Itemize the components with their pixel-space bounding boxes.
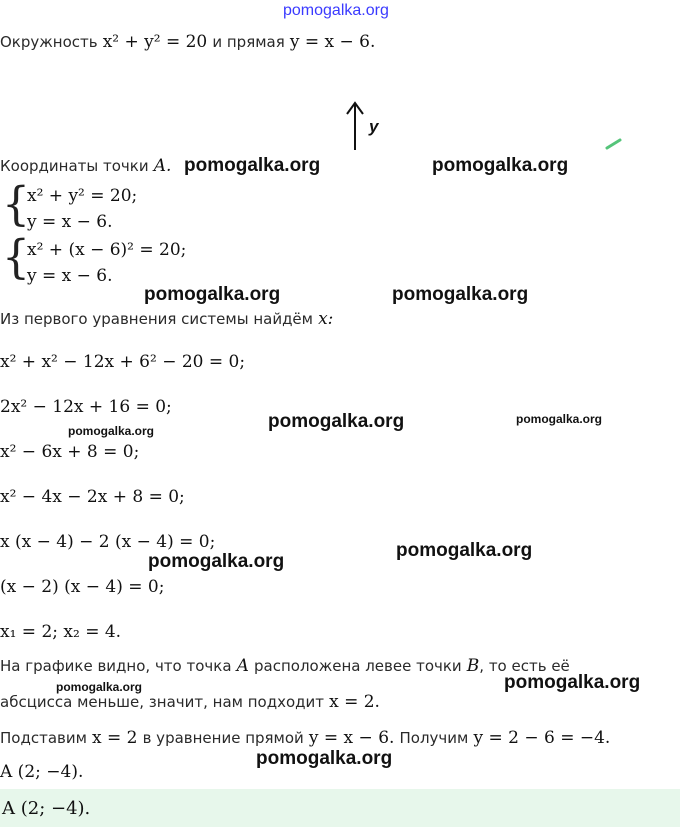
point-b: B <box>466 656 480 676</box>
substitute-text-c: Получим <box>399 729 469 747</box>
system-brace-2: { <box>2 230 30 285</box>
substitute-text-b: в уравнение прямой <box>142 729 304 747</box>
solve-intro-var: x: <box>318 309 334 329</box>
step-a-heading <box>0 156 171 176</box>
problem-statement <box>0 32 375 52</box>
watermark: pomogalka.org <box>184 155 321 176</box>
conclusion-line-2 <box>0 692 380 712</box>
system-brace-1: { <box>2 177 30 232</box>
watermark: pomogalka.org <box>516 412 603 426</box>
step-a-prefix: Координаты точки <box>0 157 149 175</box>
conclusion-text-b: расположена левее точки <box>254 657 462 675</box>
line-equation: y = x − 6. <box>289 32 376 52</box>
watermark: pomogalka.org <box>256 748 393 769</box>
watermark: pomogalka.org <box>144 284 281 305</box>
chosen-x: x = 2. <box>329 692 380 712</box>
system2-eq1: x² + (x − 6)² = 20; <box>27 240 187 260</box>
equation-line: 2x² − 12x + 16 = 0; <box>0 397 172 417</box>
equation-line: x₁ = 2; x₂ = 4. <box>0 622 122 642</box>
watermark-top: pomogalka.org <box>283 2 389 19</box>
watermark: pomogalka.org <box>432 155 569 176</box>
answer-box <box>0 789 680 827</box>
substitute-line-eq: y = x − 6. <box>308 728 395 748</box>
equation-line: x (x − 4) − 2 (x − 4) = 0; <box>0 532 216 552</box>
watermark: pomogalka.org <box>504 672 641 693</box>
solve-intro-text: Из первого уравнения системы найдём <box>0 310 313 328</box>
y-axis-label: y <box>369 117 379 136</box>
step-a-point: A. <box>153 156 172 176</box>
system2-eq2: y = x − 6. <box>27 266 113 286</box>
point-a: A <box>236 656 249 676</box>
watermark: pomogalka.org <box>68 424 155 438</box>
substitute-result: y = 2 − 6 = −4. <box>473 728 611 748</box>
system1-eq1: x² + y² = 20; <box>27 186 138 206</box>
system1-eq2: y = x − 6. <box>27 212 113 232</box>
conclusion-text-d: абсцисса меньше, значит, нам подходит <box>0 693 324 711</box>
solve-intro <box>0 309 333 329</box>
circle-equation: x² + y² = 20 <box>102 32 208 52</box>
up-arrow-icon <box>343 100 369 152</box>
conclusion-line-1 <box>0 656 570 676</box>
problem-prefix: Окружность <box>0 33 98 51</box>
watermark: pomogalka.org <box>392 284 529 305</box>
substitute-x: x = 2 <box>92 728 138 748</box>
substitute-text-a: Подставим <box>0 729 87 747</box>
watermark: pomogalka.org <box>56 680 143 694</box>
answer-text: A (2; −4). <box>2 798 91 819</box>
conclusion-text-a: На графике видно, что точка <box>0 657 232 675</box>
equation-line: x² − 6x + 8 = 0; <box>0 442 140 462</box>
conclusion-text-c: , то есть её <box>479 657 570 675</box>
equation-line: (x − 2) (x − 4) = 0; <box>0 577 165 597</box>
watermark: pomogalka.org <box>396 540 533 561</box>
problem-mid: и прямая <box>212 33 285 51</box>
watermark: pomogalka.org <box>148 551 285 572</box>
equation-line: x² − 4x − 2x + 8 = 0; <box>0 487 185 507</box>
watermark: pomogalka.org <box>268 411 405 432</box>
substitute-line <box>0 728 610 748</box>
equation-line: x² + x² − 12x + 6² − 20 = 0; <box>0 352 246 372</box>
point-result: A (2; −4). <box>0 762 84 782</box>
graph-line-fragment <box>604 137 624 151</box>
graph-fragment <box>343 100 383 152</box>
